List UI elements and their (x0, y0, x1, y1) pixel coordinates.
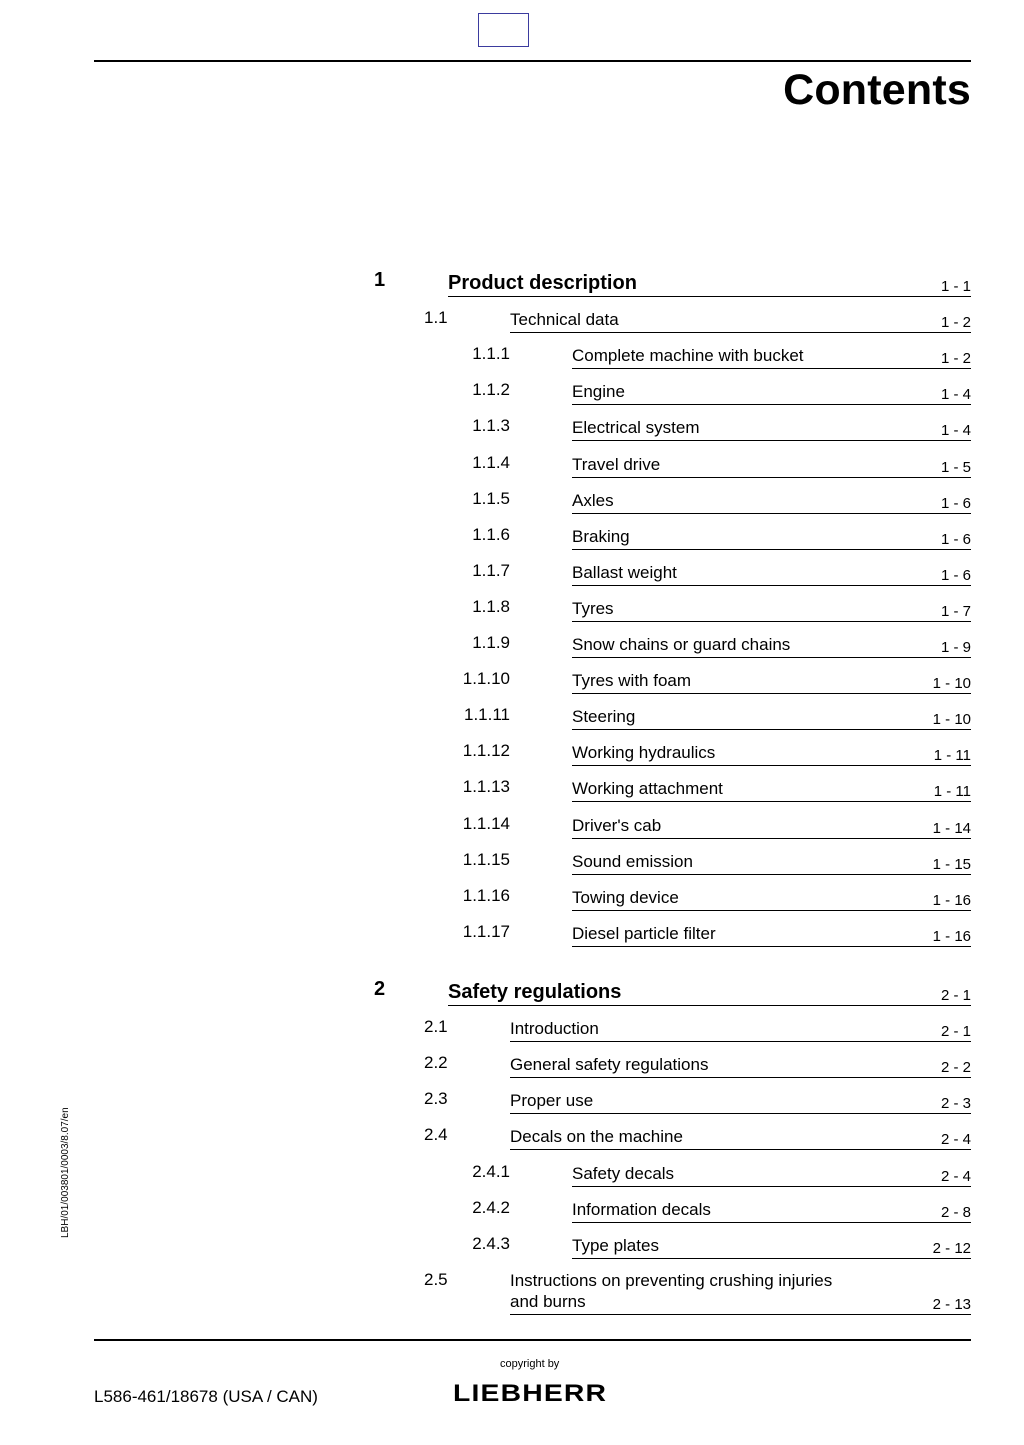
toc-entry-underline (572, 451, 971, 478)
toc-entry-title: Diesel particle filter (572, 923, 716, 943)
toc-entry-page: 1 - 10 (932, 675, 971, 693)
toc-entry-number: 1.1.15 (462, 849, 510, 869)
toc-entry-number: 1.1.12 (462, 741, 510, 761)
toc-entry-underline (572, 812, 971, 839)
toc-entry-page: 1 - 15 (932, 855, 971, 873)
toc-entry-number: 1.1.8 (472, 596, 510, 616)
toc-entry-title (510, 1270, 832, 1312)
toc-entry-number: 1.1.10 (462, 669, 510, 689)
toc-entry-page: 1 - 6 (940, 530, 971, 548)
toc-entry-title: Product description (448, 272, 637, 294)
footer-rule (94, 1339, 971, 1341)
toc-entry-number: 2 (374, 978, 386, 1000)
side-code: LBH/01/003801/0003/8.07/en (60, 1107, 71, 1238)
toc-entry-underline (510, 1087, 971, 1114)
toc-entry-page: 1 - 4 (940, 386, 971, 404)
toc-entry-title: Ballast weight (572, 562, 677, 582)
toc-entry-underline (572, 703, 971, 730)
toc-entry-underline (510, 1015, 971, 1042)
toc-entry-number: 2.4 (424, 1125, 448, 1145)
toc-entry-underline (572, 884, 971, 911)
toc-entry-number: 1.1 (424, 308, 448, 328)
toc-entry-number: 1.1.6 (472, 524, 510, 544)
toc-entry-number: 1.1.1 (472, 344, 510, 364)
toc-entry-page: 1 - 9 (940, 639, 971, 656)
toc-entry-number: 2.1 (424, 1017, 448, 1037)
toc-entry-title: Tyres (572, 598, 614, 618)
toc-entry-number: 1.1.16 (462, 885, 510, 905)
toc-entry-title: Type plates (572, 1235, 659, 1255)
toc-entry-title: Snow chains or guard chains (572, 635, 791, 654)
toc-entry-page: 2 - 8 (940, 1203, 971, 1221)
toc-entry-title: Decals on the machine (510, 1127, 683, 1147)
toc-entry-number: 1.1.13 (462, 777, 510, 797)
toc-entry-title: Information decals (572, 1199, 711, 1219)
toc-entry-page: 1 - 1 (940, 278, 971, 295)
toc-entry-underline (572, 667, 971, 694)
toc-entry-title: Travel drive (572, 454, 661, 474)
toc-entry-underline (572, 775, 971, 802)
page-title: Contents (783, 66, 971, 114)
toc-entry-number: 2.4.3 (472, 1233, 510, 1253)
toc-entry-title: Working attachment (572, 779, 723, 799)
document-id: L586-461/18678 (USA / CAN) (94, 1387, 318, 1406)
toc-entry-page: 1 - 2 (940, 350, 971, 368)
toc-entry-page: 2 - 13 (932, 1296, 971, 1313)
toc-entry-title: Towing device (572, 887, 679, 907)
toc-entry-page: 1 - 11 (933, 783, 971, 801)
toc-entry-title: Safety regulations (448, 981, 622, 1003)
toc-entry-page: 1 - 7 (940, 602, 971, 620)
toc-entry-underline (572, 487, 971, 514)
toc-entry-page: 1 - 5 (940, 458, 971, 476)
toc-entry-title: Steering (572, 707, 636, 727)
toc-entry-underline (448, 270, 971, 297)
toc-entry-title: Tyres with foam (572, 671, 692, 691)
toc-entry-underline (572, 342, 971, 369)
toc-entry-number: 1.1.17 (462, 921, 510, 941)
toc-entry-number: 1.1.5 (472, 488, 510, 508)
toc-entry-number: 1.1.7 (472, 560, 510, 580)
toc-entry-underline (572, 523, 971, 550)
toc-entry-underline (572, 631, 971, 658)
toc-entry-page: 1 - 6 (940, 566, 971, 584)
toc-entry-underline (510, 1123, 971, 1150)
toc-entry-title: Introduction (510, 1019, 599, 1039)
toc-entry-page: 2 - 4 (940, 1167, 971, 1185)
toc-entry-page: 1 - 10 (932, 711, 971, 729)
toc-entry-page: 1 - 2 (940, 314, 971, 332)
toc-entry-underline (510, 1268, 971, 1315)
toc-entry-title: Proper use (510, 1091, 594, 1111)
toc-entry-underline (510, 306, 971, 333)
toc-entry-title: Electrical system (572, 418, 700, 438)
toc-entry-title: Driver's cab (572, 815, 662, 835)
toc-entry-number: 1.1.9 (472, 633, 510, 652)
toc-entry-underline (572, 378, 971, 405)
toc-entry-number: 1.1.3 (472, 416, 510, 436)
toc-entry-number: 2.3 (424, 1089, 448, 1109)
toc-entry-number: 2.4.1 (472, 1161, 510, 1181)
toc-entry-page: 2 - 12 (932, 1239, 971, 1257)
toc-entry-underline (572, 848, 971, 875)
toc-entry-page: 1 - 11 (933, 747, 971, 765)
toc-entry-page: 1 - 16 (932, 891, 971, 909)
toc-entry-number: 2.4.2 (472, 1197, 510, 1217)
toc-entry-underline (572, 414, 971, 441)
toc-entry-underline (448, 979, 971, 1006)
toc-entry-title: Safety decals (572, 1163, 675, 1183)
toc-entry-underline (510, 1051, 971, 1078)
toc-entry-title: Braking (572, 526, 630, 546)
toc-entry-number: 1.1.11 (463, 705, 510, 725)
toc-entry-title: Sound emission (572, 851, 693, 871)
liebherr-logo: LIEBHERR (453, 1380, 608, 1407)
toc-entry-page: 2 - 1 (940, 1023, 971, 1041)
toc-entry-title-line1: Instructions on preventing crushing injuries (510, 1271, 833, 1290)
toc-entry-number: 2.2 (424, 1053, 448, 1073)
toc-entry-underline (572, 1232, 971, 1259)
toc-entry-title: General safety regulations (510, 1055, 709, 1075)
toc-entry-underline (572, 595, 971, 622)
toc-entry-number: 1.1.14 (462, 813, 510, 833)
copyright-label: copyright by (500, 1358, 560, 1370)
toc-entry-page: 1 - 4 (940, 422, 971, 440)
toc-entry-page: 2 - 2 (940, 1059, 971, 1077)
toc-entry-underline (572, 739, 971, 766)
toc-entry-number: 1.1.2 (472, 380, 510, 400)
toc-entry-page: 1 - 6 (940, 494, 971, 512)
toc-entry-page: 2 - 4 (940, 1131, 971, 1149)
toc-entry-page: 2 - 1 (940, 987, 971, 1004)
toc-entry-number: 1 (374, 269, 386, 291)
toc-entry-title-line2: and burns (510, 1292, 586, 1311)
toc-entry-underline (572, 920, 971, 947)
toc-entry-title: Working hydraulics (572, 743, 716, 763)
toc-entry-page: 1 - 14 (932, 819, 971, 837)
toc-entry-title: Engine (572, 382, 625, 402)
toc-entry-underline (572, 559, 971, 586)
toc-entry-number: 2.5 (424, 1270, 448, 1289)
toc-entry-title: Complete machine with bucket (572, 346, 804, 366)
toc-entry-underline (572, 1160, 971, 1187)
toc-entry-underline (572, 1196, 971, 1223)
toc-entry-number: 1.1.4 (472, 452, 510, 472)
toc-entry-page: 2 - 3 (940, 1095, 971, 1113)
toc-entry-page: 1 - 16 (932, 927, 971, 945)
toc-entry-title: Technical data (510, 310, 619, 330)
toc-entry-title: Axles (572, 490, 614, 510)
